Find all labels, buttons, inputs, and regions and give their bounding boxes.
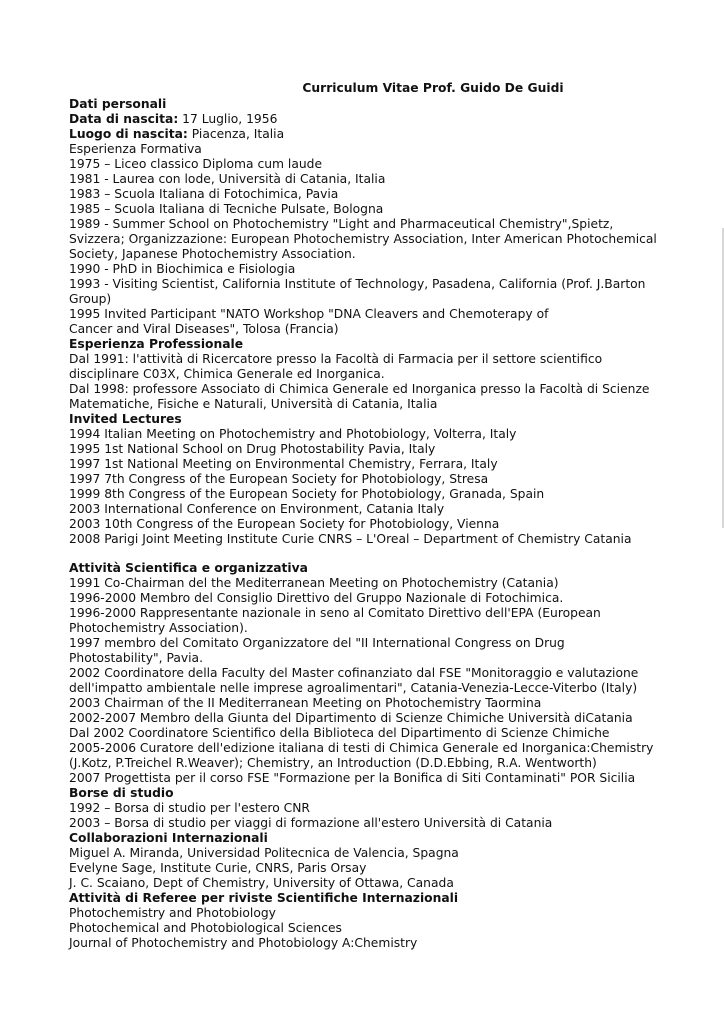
- professional-line: Matematiche, Fisiche e Naturali, Università di Catania, Italia: [69, 397, 438, 411]
- activities-line: 1996-2000 Rappresentante nazionale in seno al Comitato Direttivo dell'EPA (European: [69, 606, 601, 620]
- lectures-line: 1997 1st National Meeting on Environmental Chemistry, Ferrara, Italy: [69, 457, 498, 471]
- personal-heading: Dati personali: [69, 97, 167, 111]
- activities-list: [69, 576, 717, 786]
- education-line: 1993 - Visiting Scientist, California Institute of Technology, Pasadena, California (Prof. J.Barton: [69, 277, 646, 291]
- activities-line: 2003 Chairman of the II Mediterranean Meeting on Photochemistry Taormina: [69, 696, 542, 710]
- birth-place-value: Piacenza, Italia: [187, 127, 285, 141]
- lectures-line: 1999 8th Congress of the European Society for Photobiology, Granada, Spain: [69, 487, 545, 501]
- collaborations-heading: Collaborazioni Internazionali: [69, 831, 268, 845]
- lectures-line: 1995 1st National School on Drug Photostability Pavia, Italy: [69, 442, 436, 456]
- education-line: 1981 - Laurea con lode, Università di Catania, Italia: [69, 172, 386, 186]
- education-list: [69, 157, 717, 337]
- referee-line: Photochemical and Photobiological Sciences: [69, 921, 342, 935]
- education-line: 1989 - Summer School on Photochemistry "Light and Pharmaceutical Chemistry",Spietz,: [69, 217, 614, 231]
- education-heading: Esperienza Formativa: [69, 142, 202, 156]
- education-line: 1975 – Liceo classico Diploma cum laude: [69, 157, 323, 171]
- education-line: Society, Japanese Photochemistry Association.: [69, 247, 356, 261]
- lectures-line: 2008 Parigi Joint Meeting Institute Curie CNRS – L'Oreal – Department of Chemistry Catania: [69, 532, 632, 546]
- lectures-line: 1994 Italian Meeting on Photochemistry and Photobiology, Volterra, Italy: [69, 427, 517, 441]
- scholarships-heading: Borse di studio: [69, 786, 174, 800]
- cv-document: [69, 81, 717, 951]
- lectures-line: 2003 International Conference on Environment, Catania Italy: [69, 502, 445, 516]
- professional-heading: Esperienza Professionale: [69, 337, 244, 351]
- lectures-heading: Invited Lectures: [69, 412, 182, 426]
- birth-date-row: [69, 112, 717, 127]
- lectures-line: 1997 7th Congress of the European Society for Photobiology, Stresa: [69, 472, 489, 486]
- activities-line: (J.Kotz, P.Treichel R.Weaver); Chemistry, an Introduction (D.D.Ebbing, R.A. Wentworth): [69, 756, 597, 770]
- document-title: Curriculum Vitae Prof. Guido De Guidi: [302, 81, 564, 95]
- professional-line: Dal 1998: professore Associato di Chimica Generale ed Inorganica presso la Facoltà di Scienze: [69, 382, 650, 396]
- activities-line: dell'impatto ambientale nelle imprese agroalimentari", Catania-Venezia-Lecce-Viterbo (Italy): [69, 681, 638, 695]
- activities-heading: Attività Scientifica e organizzativa: [69, 561, 308, 575]
- collaborations-list: [69, 846, 717, 891]
- activities-line: 1991 Co-Chairman del the Mediterranean Meeting on Photochemistry (Catania): [69, 576, 559, 590]
- referee-list: [69, 906, 717, 951]
- referee-line: Journal of Photochemistry and Photobiology A:Chemistry: [69, 936, 418, 950]
- activities-line: Dal 2002 Coordinatore Scientifico della Biblioteca del Dipartimento di Scienze Chimiche: [69, 726, 610, 740]
- activities-line: 1997 membro del Comitato Organizzatore del "II International Congress on Drug: [69, 636, 565, 650]
- education-line: Group): [69, 292, 112, 306]
- professional-line: disciplinare C03X, Chimica Generale ed Inorganica.: [69, 367, 385, 381]
- activities-line: Photochemistry Association).: [69, 621, 248, 635]
- collaborations-line: Evelyne Sage, Institute Curie, CNRS, Paris Orsay: [69, 861, 367, 875]
- education-line: Cancer and Viral Diseases", Tolosa (Francia): [69, 322, 339, 336]
- education-line: Svizzera; Organizzazione: European Photochemistry Association, Inter American Photochemical: [69, 232, 657, 246]
- professional-list: [69, 352, 717, 412]
- birth-place-label: Luogo di nascita:: [69, 127, 188, 141]
- education-line: 1990 - PhD in Biochimica e Fisiologia: [69, 262, 296, 276]
- lectures-line: 2003 10th Congress of the European Society for Photobiology, Vienna: [69, 517, 500, 531]
- referee-line: Photochemistry and Photobiology: [69, 906, 276, 920]
- collaborations-line: Miguel A. Miranda, Universidad Politecnica de Valencia, Spagna: [69, 846, 459, 860]
- education-line: 1995 Invited Participant "NATO Workshop "DNA Cleavers and Chemoterapy of: [69, 307, 549, 321]
- scholarships-line: 1992 – Borsa di studio per l'estero CNR: [69, 801, 310, 815]
- collaborations-line: J. C. Scaiano, Dept of Chemistry, University of Ottawa, Canada: [69, 876, 454, 890]
- section-spacer: [69, 547, 717, 561]
- education-line: 1985 – Scuola Italiana di Tecniche Pulsate, Bologna: [69, 202, 384, 216]
- referee-heading: Attività di Referee per riviste Scientifiche Internazionali: [69, 891, 459, 905]
- activities-line: Photostability", Pavia.: [69, 651, 204, 665]
- scholarships-list: [69, 801, 717, 831]
- activities-line: 2005-2006 Curatore dell'edizione italiana di testi di Chimica Generale ed Inorganica:Chemistry: [69, 741, 654, 755]
- education-line: 1983 – Scuola Italiana di Fotochimica, Pavia: [69, 187, 339, 201]
- scholarships-line: 2003 – Borsa di studio per viaggi di formazione all'estero Università di Catania: [69, 816, 553, 830]
- activities-line: 2002 Coordinatore della Faculty del Master cofinanziato dal FSE "Monitoraggio e valutazione: [69, 666, 639, 680]
- activities-line: 1996-2000 Membro del Consiglio Direttivo del Gruppo Nazionale di Fotochimica.: [69, 591, 564, 605]
- birth-date-value: 17 Luglio, 1956: [178, 112, 278, 126]
- professional-line: Dal 1991: l'attività di Ricercatore presso la Facoltà di Farmacia per il settore scientifico: [69, 352, 603, 366]
- activities-line: 2002-2007 Membro della Giunta del Dipartimento di Scienze Chimiche Università diCatania: [69, 711, 633, 725]
- activities-line: 2007 Progettista per il corso FSE "Formazione per la Bonifica di Siti Contaminati" POR Sicilia: [69, 771, 636, 785]
- birth-date-label: Data di nascita:: [69, 112, 179, 126]
- lectures-list: [69, 427, 717, 547]
- birth-place-row: [69, 127, 717, 142]
